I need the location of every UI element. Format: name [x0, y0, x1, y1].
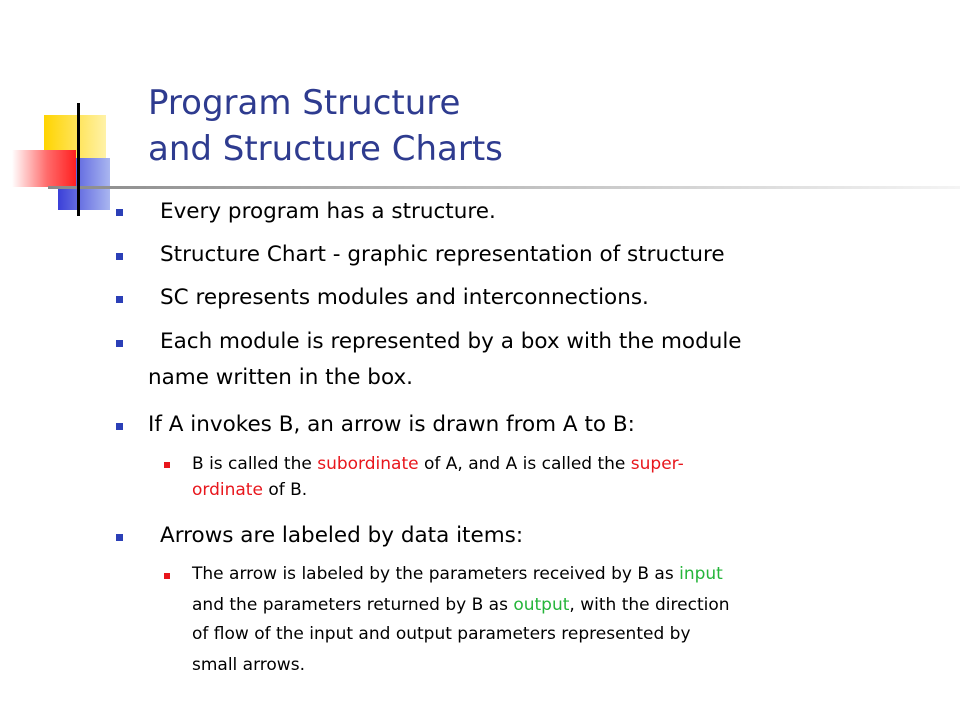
- sub-bullet-item-continuation: [192, 593, 730, 618]
- sub-bullet-item-continuation: [192, 653, 305, 678]
- sub-bullet-item-continuation: [192, 622, 691, 647]
- term-input: input: [679, 564, 723, 584]
- bullet-text: SC represents modules and interconnections.: [160, 285, 649, 310]
- bullet-marker: [116, 423, 123, 430]
- text-run: B is called the: [192, 454, 318, 474]
- bullet-item: [160, 283, 649, 313]
- text-run: and the parameters returned by B as: [192, 595, 514, 615]
- text-run: of B.: [262, 480, 308, 500]
- bullet-text: If A invokes B, an arrow is drawn from A to B:: [148, 412, 635, 437]
- bullet-text: Arrows are labeled by data items:: [160, 523, 524, 548]
- bullet-item-continuation: [148, 363, 413, 393]
- text-run: of A, and A is called the: [418, 454, 631, 474]
- bullet-item: [160, 521, 523, 551]
- sub-bullet-item: [192, 452, 684, 477]
- title-line-2: and Structure Charts: [148, 129, 503, 169]
- text-run: of flow of the input and output parameters represented by: [192, 624, 691, 644]
- term-output: output: [513, 595, 570, 615]
- bullet-text-line-1: Each module is represented by a box with the module: [160, 329, 742, 354]
- sub-bullet-marker: [164, 462, 170, 468]
- sub-bullet-marker: [164, 573, 170, 579]
- bullet-item: [148, 410, 635, 440]
- bullet-marker: [116, 534, 123, 541]
- term-ordinate: ordinate: [192, 480, 263, 500]
- term-super: super-: [630, 454, 684, 474]
- text-run: , with the direction: [569, 595, 730, 615]
- bullet-text-line-2: name written in the box.: [148, 365, 414, 390]
- bullet-item: [160, 327, 742, 357]
- bullet-text: Every program has a structure.: [160, 199, 496, 224]
- bullet-marker: [116, 253, 123, 260]
- title-line-1: Program Structure: [148, 83, 461, 123]
- text-run: The arrow is labeled by the parameters received by B as: [192, 564, 680, 584]
- bullet-item: [160, 197, 496, 227]
- sub-bullet-item: [192, 562, 723, 587]
- bullet-marker: [116, 296, 123, 303]
- bullet-text: Structure Chart - graphic representation of structure: [160, 242, 725, 267]
- sub-bullet-item-continuation: [192, 478, 307, 503]
- term-subordinate: subordinate: [317, 454, 419, 474]
- text-run: small arrows.: [192, 655, 305, 675]
- bullet-item: [160, 240, 725, 270]
- bullet-marker: [116, 209, 123, 216]
- bullet-marker: [116, 340, 123, 347]
